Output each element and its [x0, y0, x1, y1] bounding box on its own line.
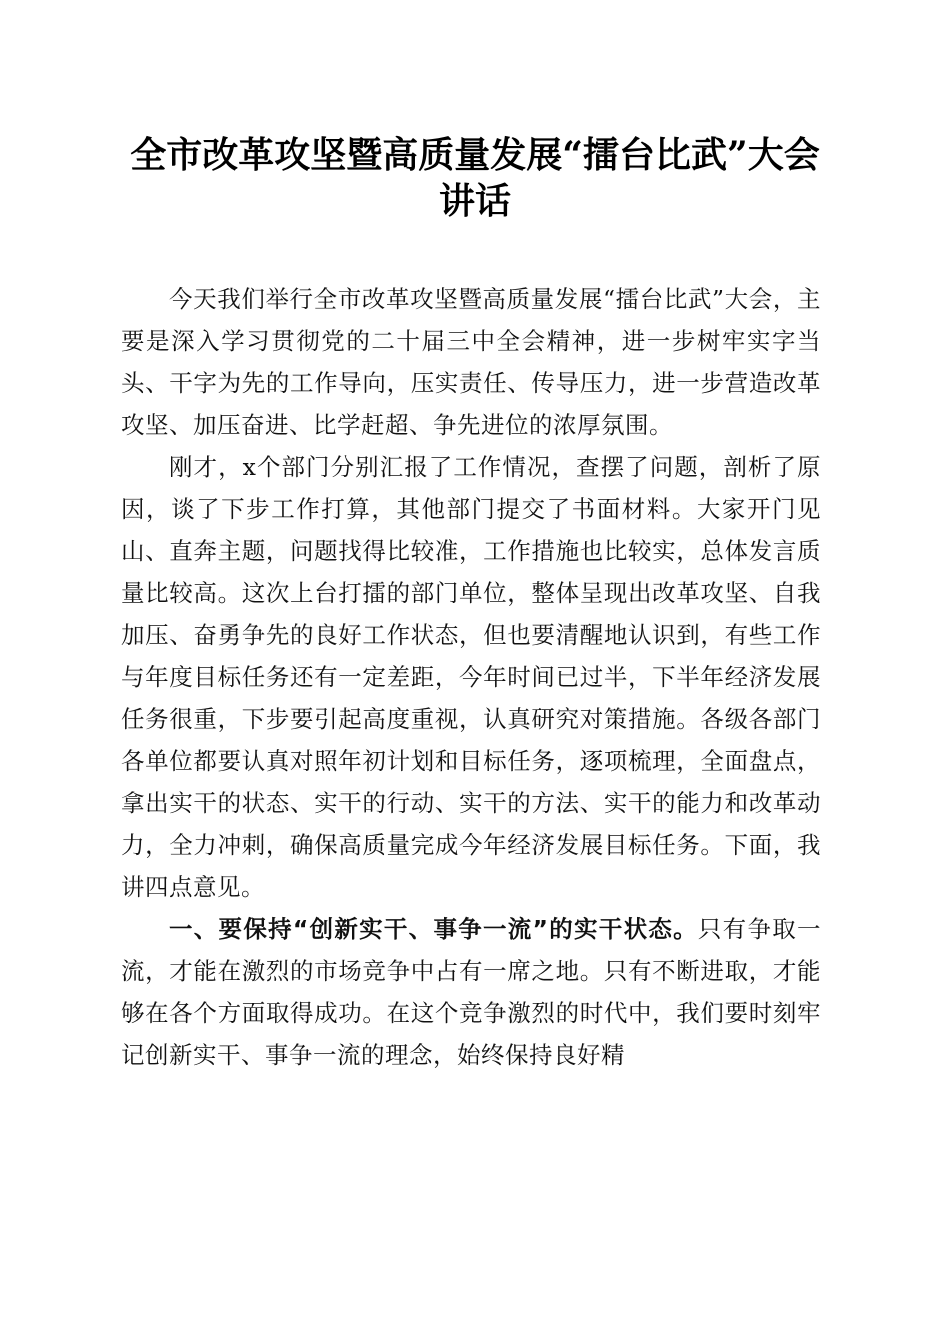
title-line-2: 讲话 [438, 180, 511, 222]
paragraph-text: 刚才，x个部门分别汇报了工作情况，查摆了问题，剖析了原因，谈了下步工作打算，其他部门提交了书面材料。大家开门见山、直奔主题，问题找得比较准，工作措施也比较实，总体发言质量比较高。这次上台打擂的部门单位，整体呈现出改革攻坚、自我加压、奋勇争先的良好工作状态，但也要清醒地认识到，有些工作与年度目标任务还有一定差距，今年时间已过半，下半年经济发展任务很重，下步要引起高度重视，认真研究对策措施。各级各部门各单位都要认真对照年初计划和目标任务，逐项梳理，全面盘点，拿出实干的状态、实干的行动、实干的方法、实干的能力和改革动力，全力冲刺，确保高质量完成今年经济发展目标任务。下面，我讲四点意见。 [121, 453, 821, 901]
document-body [121, 278, 821, 1076]
document-title [100, 132, 850, 224]
paragraph-section-one [121, 908, 821, 1076]
paragraph-review [121, 446, 821, 908]
paragraph-text: 今天我们举行全市改革攻坚暨高质量发展“擂台比武”大会，主要是深入学习贯彻党的二十届三中全会精神，进一步树牢实字当头、干字为先的工作导向，压实责任、传导压力，进一步营造改革攻坚、加压奋进、比学赶超、争先进位的浓厚氛围。 [121, 285, 821, 439]
section-heading: 一、要保持“创新实干、事争一流”的实干状态。 [169, 915, 698, 943]
paragraph-opening [121, 278, 821, 446]
paragraph-text: 只有争取一流，才能在激烈的市场竞争中占有一席之地。只有不断进取，才能够在各个方面取得成功。在这个竞争激烈的时代中，我们要时刻牢记创新实干、事争一流的理念，始终保持良好精 [121, 915, 821, 1069]
title-line-1: 全市改革攻坚暨高质量发展“擂台比武”大会 [130, 134, 820, 176]
